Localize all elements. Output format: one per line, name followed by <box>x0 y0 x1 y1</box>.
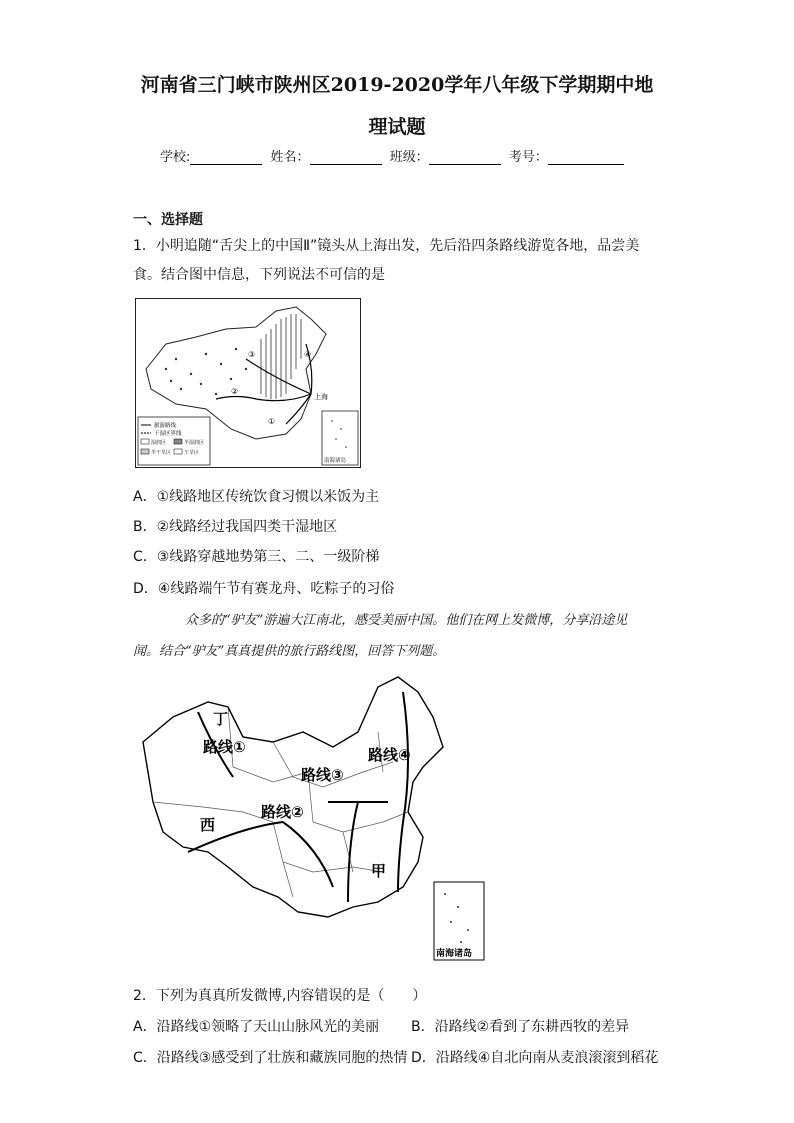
passage-line1: 众多的“驴友”游遍大江南北，感受美丽中国。他们在网上发微博，分享沿途见 <box>185 613 628 628</box>
label-jia: 甲 <box>371 862 387 880</box>
q2-option-d[interactable]: D．沿路线④自北向南从麦浪滚滚到稻花 <box>411 1050 659 1066</box>
legend-semiarid: 半干旱区 <box>151 450 172 456</box>
legend-humid: 湿润区 <box>151 440 167 446</box>
china-dry-wet-map <box>135 298 361 468</box>
exam-title-line1: 河南省三门峡市陕州区2019-2020学年八年级下学期期中地 <box>140 74 654 96</box>
student-info-row <box>160 146 628 165</box>
route1-marker: ① <box>268 417 276 426</box>
q2-option-a[interactable]: A．沿路线①领略了天山山脉风光的美丽 <box>133 1019 380 1035</box>
shanghai-label: 上海 <box>314 393 328 401</box>
school-label: 学校: <box>160 150 191 165</box>
legend-boundary: 干湿区界线 <box>154 431 182 437</box>
exam-title-line2: 理试题 <box>368 116 426 138</box>
q2-option-b[interactable]: B．沿路线②看到了东耕西牧的差异 <box>411 1019 630 1035</box>
q1-option-a[interactable]: A．①线路地区传统饮食习惯以米饭为主 <box>133 489 380 505</box>
question-2-stem: 2．下列为真真所发微博,内容错误的是（ ） <box>133 988 427 1004</box>
route3-marker: ③ <box>248 350 256 359</box>
label-route3: 路线③ <box>301 766 344 784</box>
legend-semihumid: 半湿润区 <box>184 440 205 446</box>
passage-line2: 闻。结合“驴友”真真提供的旅行路线图，回答下列题。 <box>133 644 446 659</box>
section-heading: 一、选择题 <box>133 212 203 228</box>
school-blank[interactable] <box>190 150 262 165</box>
route2-marker: ② <box>231 387 239 396</box>
class-label: 班级： <box>389 150 429 165</box>
label-xi: 西 <box>200 816 216 834</box>
number-label: 考号： <box>508 150 548 165</box>
q1-option-d[interactable]: D．④线路端午节有赛龙舟、吃粽子的习俗 <box>133 581 395 597</box>
label-route1: 路线① <box>203 738 246 756</box>
label-route4: 路线④ <box>368 746 411 764</box>
label-route2: 路线② <box>261 803 304 821</box>
travel-route-map <box>133 672 485 962</box>
q1-option-b[interactable]: B．②线路经过我国四类干湿地区 <box>133 519 338 535</box>
class-blank[interactable] <box>429 150 501 165</box>
legend-arid: 干旱区 <box>184 450 200 456</box>
question-1-line1: 1．小明追随“舌尖上的中国Ⅱ”镜头从上海出发，先后沿四条路线游览各地，品尝美 <box>133 238 640 254</box>
q2-option-c[interactable]: C．沿路线③感受到了壮族和藏族同胞的热情 <box>133 1050 408 1066</box>
label-ding: 丁 <box>213 710 229 728</box>
question-1-line2: 食。结合图中信息，下列说法不可信的是 <box>133 267 385 283</box>
number-blank[interactable] <box>548 150 624 165</box>
q1-option-c[interactable]: C．③线路穿越地势第三、二、一级阶梯 <box>133 549 380 565</box>
nanhai-label-2: 南海诸岛 <box>436 949 473 959</box>
name-label: 姓名： <box>270 150 310 165</box>
nanhai-label-1: 南海诸岛 <box>324 458 347 464</box>
name-blank[interactable] <box>310 150 382 165</box>
legend-route: 旅游路线 <box>154 423 177 429</box>
route4-marker: ④ <box>304 350 312 359</box>
